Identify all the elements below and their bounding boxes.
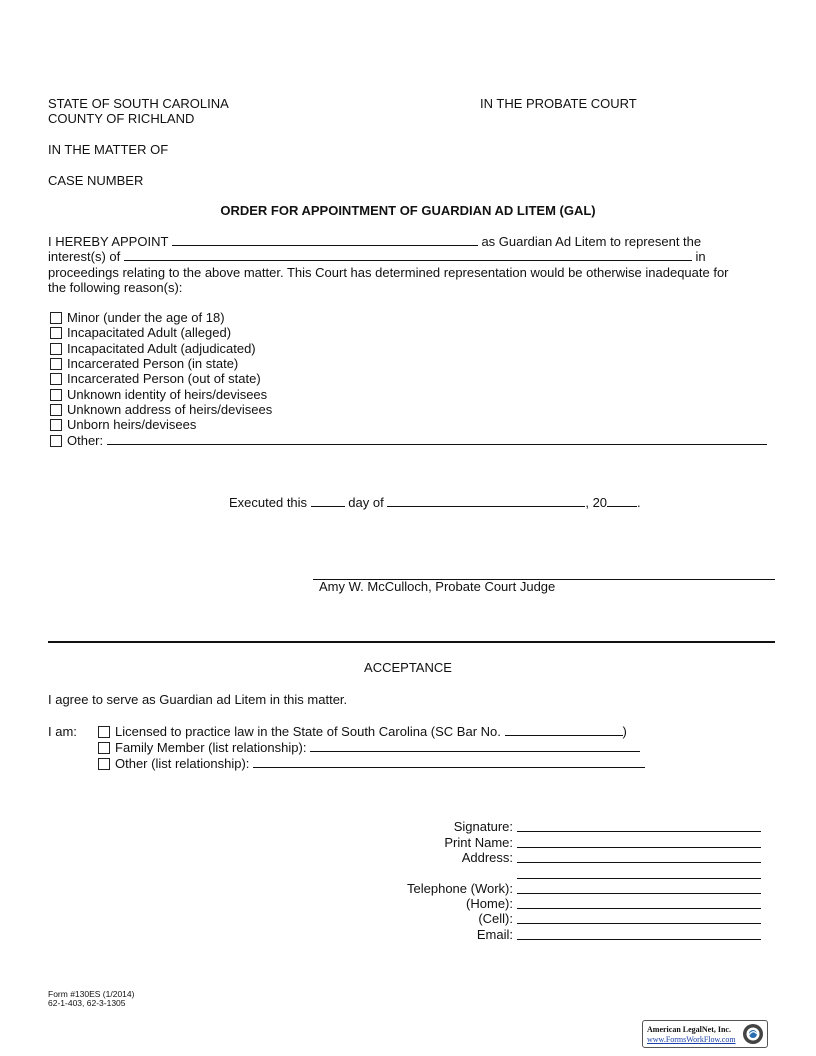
sc-bar-number-field[interactable] — [505, 724, 623, 736]
reason-label: Incarcerated Person (in state) — [67, 356, 239, 371]
order-title: ORDER FOR APPOINTMENT OF GUARDIAN AD LITEM (GAL) — [220, 203, 596, 218]
telephone-work-field[interactable] — [517, 893, 761, 894]
section-divider — [48, 641, 775, 643]
i-am-label: I am: — [48, 724, 77, 739]
executed-prefix: Executed this — [229, 495, 308, 510]
option-label: Other (list relationship): — [115, 756, 250, 771]
address-field-line1[interactable] — [517, 862, 761, 863]
appoint-prefix: I HEREBY APPOINT — [48, 234, 169, 249]
statute-reference: 62-1-403, 62-3-1305 — [48, 998, 126, 1008]
reason-label: Other: — [67, 433, 104, 448]
appoint-line — [48, 234, 701, 249]
other-relationship-field[interactable] — [253, 756, 645, 768]
acceptance-title: ACCEPTANCE — [364, 660, 452, 675]
executed-end: . — [637, 495, 641, 510]
reasons-intro: the following reason(s): — [48, 280, 183, 295]
option-label: Family Member (list relationship): — [115, 740, 307, 755]
logo-url[interactable]: www.FormsWorkFlow.com — [647, 1035, 736, 1044]
address-field-line2[interactable] — [517, 878, 761, 879]
telephone-work-label: Telephone (Work): — [407, 881, 513, 896]
reason-checkbox-incarcerated-in-state[interactable] — [50, 358, 62, 370]
reason-label: Incarcerated Person (out of state) — [67, 371, 261, 386]
email-label: Email: — [476, 927, 513, 942]
telephone-home-field[interactable] — [517, 908, 761, 909]
executed-day-label: day of — [348, 495, 384, 510]
reason-checkbox-incarcerated-out-of-state[interactable] — [50, 373, 62, 385]
print-name-field[interactable] — [517, 847, 761, 848]
judge-name: Amy W. McCulloch, Probate Court Judge — [319, 579, 556, 594]
interest-prefix: interest(s) of — [48, 249, 121, 264]
logo-globe-icon — [742, 1023, 764, 1045]
case-number-label: CASE NUMBER — [48, 173, 144, 188]
executed-line — [229, 495, 641, 510]
state-heading: STATE OF SOUTH CAROLINA — [48, 96, 229, 111]
option-label: Licensed to practice law in the State of South Carolina (SC Bar No. — [115, 724, 501, 739]
reason-label: Incapacitated Adult (alleged) — [67, 325, 232, 340]
proceedings-line: proceedings relating to the above matter. This Court has determined representation would be otherwise inadequate for — [48, 265, 729, 280]
court-heading: IN THE PROBATE COURT — [480, 96, 637, 111]
telephone-home-label: (Home): — [466, 896, 513, 911]
reason-label: Unborn heirs/devisees — [67, 417, 197, 432]
option-checkbox-other[interactable] — [98, 758, 110, 770]
executed-month-field[interactable] — [387, 495, 585, 507]
reason-label: Unknown identity of heirs/devisees — [67, 387, 268, 402]
signature-label: Signature: — [453, 819, 513, 834]
other-reason-field[interactable] — [107, 433, 767, 445]
reason-label: Minor (under the age of 18) — [67, 310, 225, 325]
appoint-suffix: as Guardian Ad Litem to represent the — [481, 234, 702, 249]
reason-checkbox-incapacitated-adjudicated[interactable] — [50, 343, 62, 355]
reason-checkbox-minor[interactable] — [50, 312, 62, 324]
interest-of-field[interactable] — [124, 249, 692, 261]
signature-field[interactable] — [517, 831, 761, 832]
telephone-cell-field[interactable] — [517, 923, 761, 924]
executed-year-prefix: , 20 — [585, 495, 608, 510]
print-name-label: Print Name: — [444, 835, 513, 850]
acceptance-agree: I agree to serve as Guardian ad Litem in this matter. — [48, 692, 348, 707]
matter-label: IN THE MATTER OF — [48, 142, 169, 157]
executed-year-field[interactable] — [607, 495, 637, 507]
option-family-line — [115, 740, 640, 755]
email-field[interactable] — [517, 939, 761, 940]
telephone-cell-label: (Cell): — [478, 911, 513, 926]
county-heading: COUNTY OF RICHLAND — [48, 111, 195, 126]
logo-company: American LegalNet, Inc. — [647, 1025, 731, 1034]
interest-line — [48, 249, 706, 264]
form-number: Form #130ES (1/2014) — [48, 989, 135, 999]
reason-checkbox-incapacitated-alleged[interactable] — [50, 327, 62, 339]
reason-checkbox-unknown-address[interactable] — [50, 404, 62, 416]
address-label: Address: — [461, 850, 513, 865]
vendor-logo[interactable] — [642, 1020, 768, 1048]
reason-checkbox-other[interactable] — [50, 435, 62, 447]
appointee-name-field[interactable] — [172, 234, 478, 246]
option-other-line — [115, 756, 645, 771]
family-relationship-field[interactable] — [310, 740, 640, 752]
reason-checkbox-unknown-identity[interactable] — [50, 389, 62, 401]
bar-close-paren: ) — [622, 724, 627, 739]
option-licensed-line — [115, 724, 627, 739]
reason-checkbox-unborn[interactable] — [50, 419, 62, 431]
option-checkbox-family-member[interactable] — [98, 742, 110, 754]
interest-suffix: in — [695, 249, 706, 264]
executed-day-field[interactable] — [311, 495, 345, 507]
reason-other-line — [67, 433, 767, 448]
reason-label: Incapacitated Adult (adjudicated) — [67, 341, 256, 356]
reason-label: Unknown address of heirs/devisees — [67, 402, 273, 417]
option-checkbox-licensed-attorney[interactable] — [98, 726, 110, 738]
